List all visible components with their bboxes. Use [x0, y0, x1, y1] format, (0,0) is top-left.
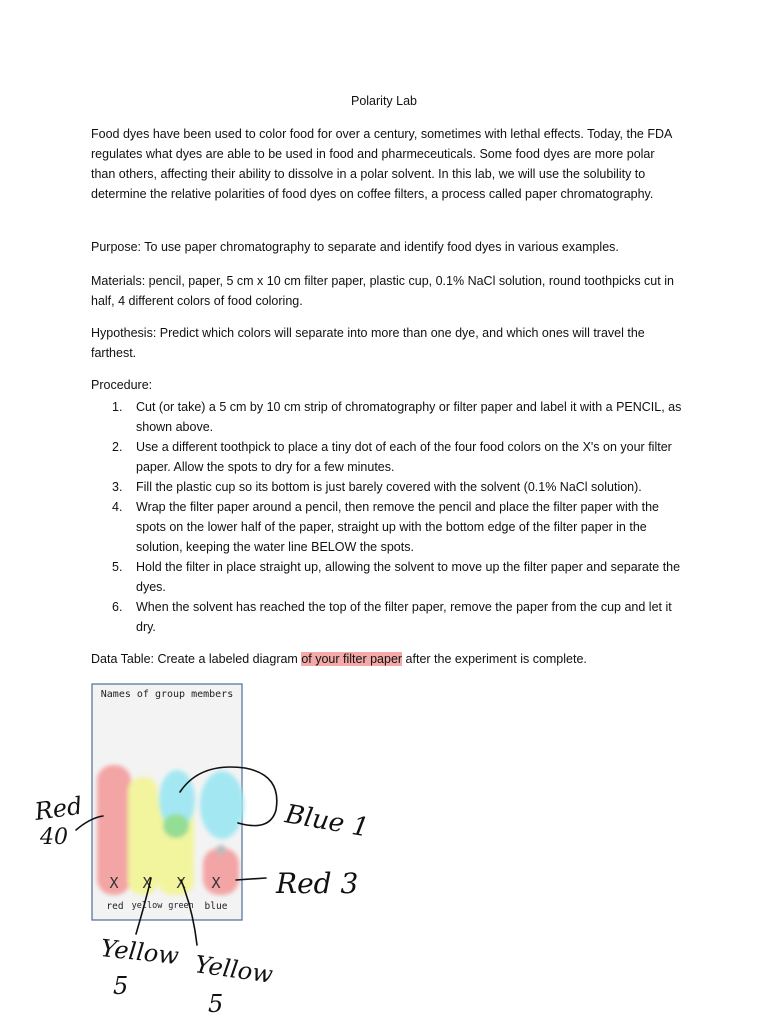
red-40-label: Red — [32, 791, 85, 826]
materials-paragraph: Materials: pencil, paper, 5 cm x 10 cm filter paper, plastic cup, 0.1% NaCl solution, round toothpicks cut in half, 4 different colors of food coloring. — [91, 274, 674, 308]
red-3-dye-spot — [203, 848, 239, 895]
step-text: Use a different toothpick to place a tiny dot of each of the four food colors on the X's on your filter paper. Allow the spots to dry for a few minutes. — [136, 440, 672, 474]
step-number: 4. — [112, 500, 123, 514]
lane-label-green: green — [168, 901, 194, 911]
yellow-5-right-number: 5 — [208, 990, 224, 1018]
step-text: Cut (or take) a 5 cm by 10 cm strip of chromatography or filter paper and label it with a PENCIL, as shown above. — [136, 400, 682, 434]
yellow-5-left-label: Yellow — [99, 934, 181, 971]
x-mark: X — [109, 874, 119, 892]
step-number: 3. — [112, 480, 123, 494]
purpose-paragraph: Purpose: To use paper chromatography to separate and identify food dyes in various examples. — [91, 240, 619, 254]
grey-dye-spot — [216, 845, 226, 855]
step-text: When the solvent has reached the top of the filter paper, remove the paper from the cup and let it dry. — [136, 600, 672, 634]
step-text: Hold the filter in place straight up, allowing the solvent to move up the filter paper and separate the dyes. — [136, 560, 681, 594]
page-title: Polarity Lab — [350, 94, 417, 108]
highlighted-text: of your filter paper — [301, 652, 403, 666]
step-text: Wrap the filter paper around a pencil, then remove the pencil and place the filter paper with the spots on the lower half of the paper, straight up with the bottom edge of the filter paper in the solution, keeping the water line BELOW the spots. — [136, 500, 659, 554]
instruction-text-end: after the experiment is complete. — [402, 652, 587, 666]
step-text: Fill the plastic cup so its bottom is just barely covered with the solvent (0.1% NaCl solution). — [136, 480, 642, 494]
step-number: 5. — [112, 560, 123, 574]
yellow-5-right-label: Yellow — [193, 950, 275, 989]
blue-1-label: Blue 1 — [282, 799, 372, 844]
lane-label-yellow: yellow — [131, 901, 163, 911]
lane-label-blue: blue — [204, 901, 228, 912]
x-mark: X — [211, 874, 221, 892]
hypothesis-paragraph: Hypothesis: Predict which colors will separate into more than one dye, and which ones will travel the farthest. — [91, 326, 645, 360]
instruction-text: Data Table: Create a labeled diagram — [91, 652, 302, 666]
x-mark: X — [142, 874, 152, 892]
x-mark: X — [176, 874, 186, 892]
group-members-label: Names of group members — [100, 689, 234, 700]
procedure-heading: Procedure: — [91, 378, 153, 392]
dye-spots — [97, 765, 244, 895]
blue-dye-spot — [200, 771, 244, 839]
yellow-5-left-number: 5 — [113, 972, 129, 1000]
step-number: 1. — [112, 400, 123, 414]
intro-paragraph: Food dyes have been used to color food for over a century, sometimes with lethal effects. Today, the FDA regulates what dyes are able to be used in food and pharmeceuticals. Some food dyes are more polar than others, affecting their ability to dissolve in a polar solvent. In this lab, we will use the solubility to determine the relative polarities of food dyes on coffee filters, a process called paper chromatography. — [91, 127, 672, 201]
red-3-label: Red 3 — [276, 867, 359, 900]
lane-label-red: red — [106, 901, 124, 912]
step-number: 2. — [112, 440, 123, 454]
green-dye-spot — [163, 814, 189, 838]
red-40-number: 40 — [40, 825, 68, 850]
step-number: 6. — [112, 600, 123, 614]
